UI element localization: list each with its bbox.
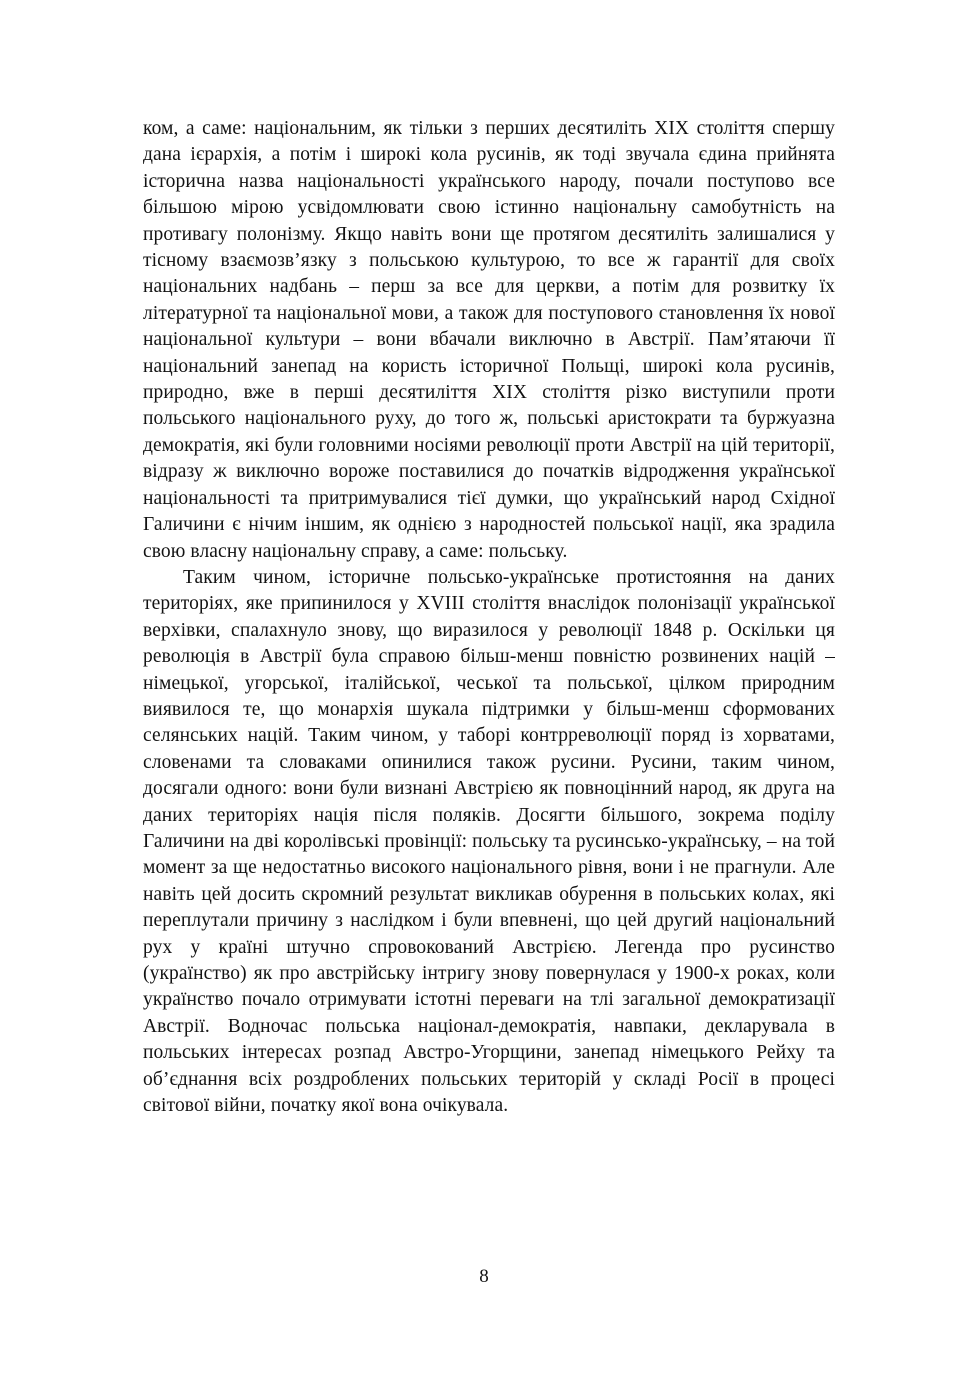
- page-number: 8: [479, 1266, 489, 1287]
- text-block: [143, 116, 835, 1119]
- paragraph: Таким чином, історичне польсько-українське протистояння на даних територіях, яке припинилося у XVIII століття внаслідок полонізації української верхівки, спалахнуло знову, що виразилося у революції 1848 р. Оскільки ця революція в Австрії була справою більш-менш повністю розвинених націй – німецької, угорської, італійської, чеської та польської, цілком природним виявилося те, що монархія шукала підтримки у більш-менш сформованих селянських націй. Таким чином, у таборі контрреволюції поряд із хорватами, словенами та словаками опинилися також русини. Русини, таким чином, досягали одного: вони були визнані Австрією як повноцінний народ, як друга на даних територіях нація після поляків. Досягти більшого, зокрема поділу Галичини на дві королівські провінції: польську та русинсько-українську, – на той момент за ще недостатньо високого національного рівня, вони і не прагнули. Але навіть цей досить скромний результат викликав обурення в польських колах, які переплутали причину з наслідком і були впевнені, що цей другий національний рух у країні штучно спровокований Австрією. Легенда про русинство (українство) як про австрійську інтригу знову повернулася у 1900-х роках, коли українство почало отримувати істотні переваги на тлі загальної демократизації Австрії. Водночас польська націонал-демократія, навпаки, декларувала в польських інтересах розпад Австро-Угорщини, занепад німецького Рейху та об’єднання всіх роздроблених польських територій у складі Росії в процесі світової війни, початку якої вона очікувала.: [143, 566, 835, 1117]
- paragraph-continuation: ком, а саме: національним, як тільки з перших десятиліть XIX століття спершу дана ієрархія, а потім і широкі кола русинів, як тоді звучала єдина прийнята історична назва національності українського народу, почали поступово все більшою мірою усвідомлювати свою істинно національну самобутність на противагу полонізму. Якщо навіть вони ще протягом десятиліть залишалися у тісному взаємозв’язку з польською культурою, то все ж гарантії для своїх національних надбань – перш за все для церкви, а потім для розвитку їх літературної та національної мови, а також для поступового становлення їх нової національної культури – вони вбачали виключно в Австрії. Пам’ятаючи її національний занепад на користь історичної Польщі, широкі кола русинів, природно, вже в перші десятиліття XIX століття різко виступили проти польського національного руху, до того ж, польські аристократи та буржуазна демократія, які були головними носіями революції проти Австрії на цій території, відразу ж виключно вороже поставилися до початків відродження української національності та притримувалися тієї думки, що український народ Східної Галичини є нічим іншим, як однією з народностей польської нації, яка зрадила свою власну національну справу, а саме: польську.: [143, 118, 835, 562]
